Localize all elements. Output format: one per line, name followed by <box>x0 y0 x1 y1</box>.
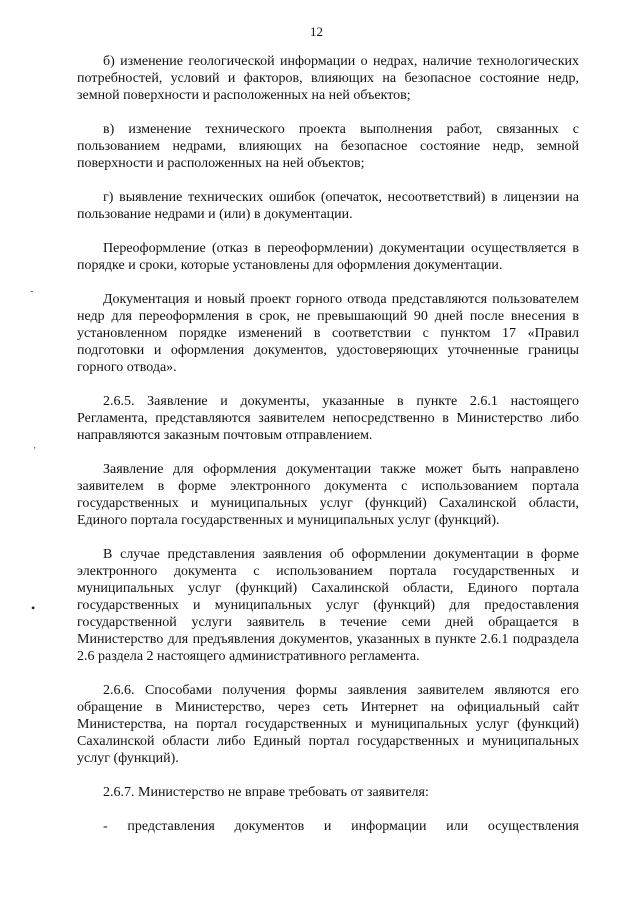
paragraph-item-b: б) изменение геологической информации о недрах, наличие технологических потребностей, условий и факторов, влияющих на безопасное состояние недр, земной поверхности и расположенных на ней объектов; <box>77 54 579 103</box>
paragraph-mining-project: Документация и новый проект горного отвода представляются пользователем недр для переоформления в срок, не превышающий 90 дней после внесения в установленном порядке изменений в соответствии с пунктом 17 «Правил подготовки и оформления документов, удостоверяющих уточненные границы горного отвода». <box>77 292 579 375</box>
page-number: 12 <box>310 24 323 39</box>
paragraph-reissue: Переоформление (отказ в переоформлении) документации осуществляется в порядке и сроки, которые установлены для оформления документации. <box>77 241 579 273</box>
scan-mark: ‐ <box>30 286 34 297</box>
document-body <box>77 53 579 835</box>
paragraph-electronic-submission: В случае представления заявления об оформлении документации в форме электронного документа с использованием портала государственных и муниципальных услуг (функций) Сахалинской области, Единого портала государственных и муниципальных услуг (функций) для предоставления государственной услуги заявитель в течение семи дней обращается в Министерство для предъявления документов, указанных в пункте 2.6.1 подраздела 2.6 раздела 2 настоящего административного регламента. <box>77 547 579 664</box>
paragraph-2-6-5: 2.6.5. Заявление и документы, указанные в пункте 2.6.1 настоящего Регламента, представляются заявителем непосредственно в Министерство либо направляются заказным почтовым отправлением. <box>77 394 579 443</box>
paragraph-electronic-form: Заявление для оформления документации также может быть направлено заявителем в форме электронного документа с использованием портала государственных и муниципальных услуг (функций) Сахалинской области, Единого портала государственных и муниципальных услуг (функций). <box>77 462 579 528</box>
scan-mark: • <box>31 601 36 615</box>
paragraph-2-6-6: 2.6.6. Способами получения формы заявления заявителем являются его обращение в Министерство, через сеть Интернет на официальный сайт Министерства, на портал государственных и муниципальных услуг (функций) Сахалинской области либо Единый портал государственных и муниципальных услуг (функций). <box>77 683 579 766</box>
scan-mark: ’ <box>33 446 37 457</box>
paragraph-list-item: - представления документов и информации или осуществления <box>103 819 579 834</box>
paragraph-item-v: в) изменение технического проекта выполнения работ, связанных с пользованием недрами, влияющих на безопасное состояние недр, земной поверхности и расположенных на ней объектов; <box>77 122 579 171</box>
paragraph-item-g: г) выявление технических ошибок (опечаток, несоответствий) в лицензии на пользование недрами и (или) в документации. <box>77 190 579 222</box>
paragraph-2-6-7: 2.6.7. Министерство не вправе требовать от заявителя: <box>103 785 429 800</box>
